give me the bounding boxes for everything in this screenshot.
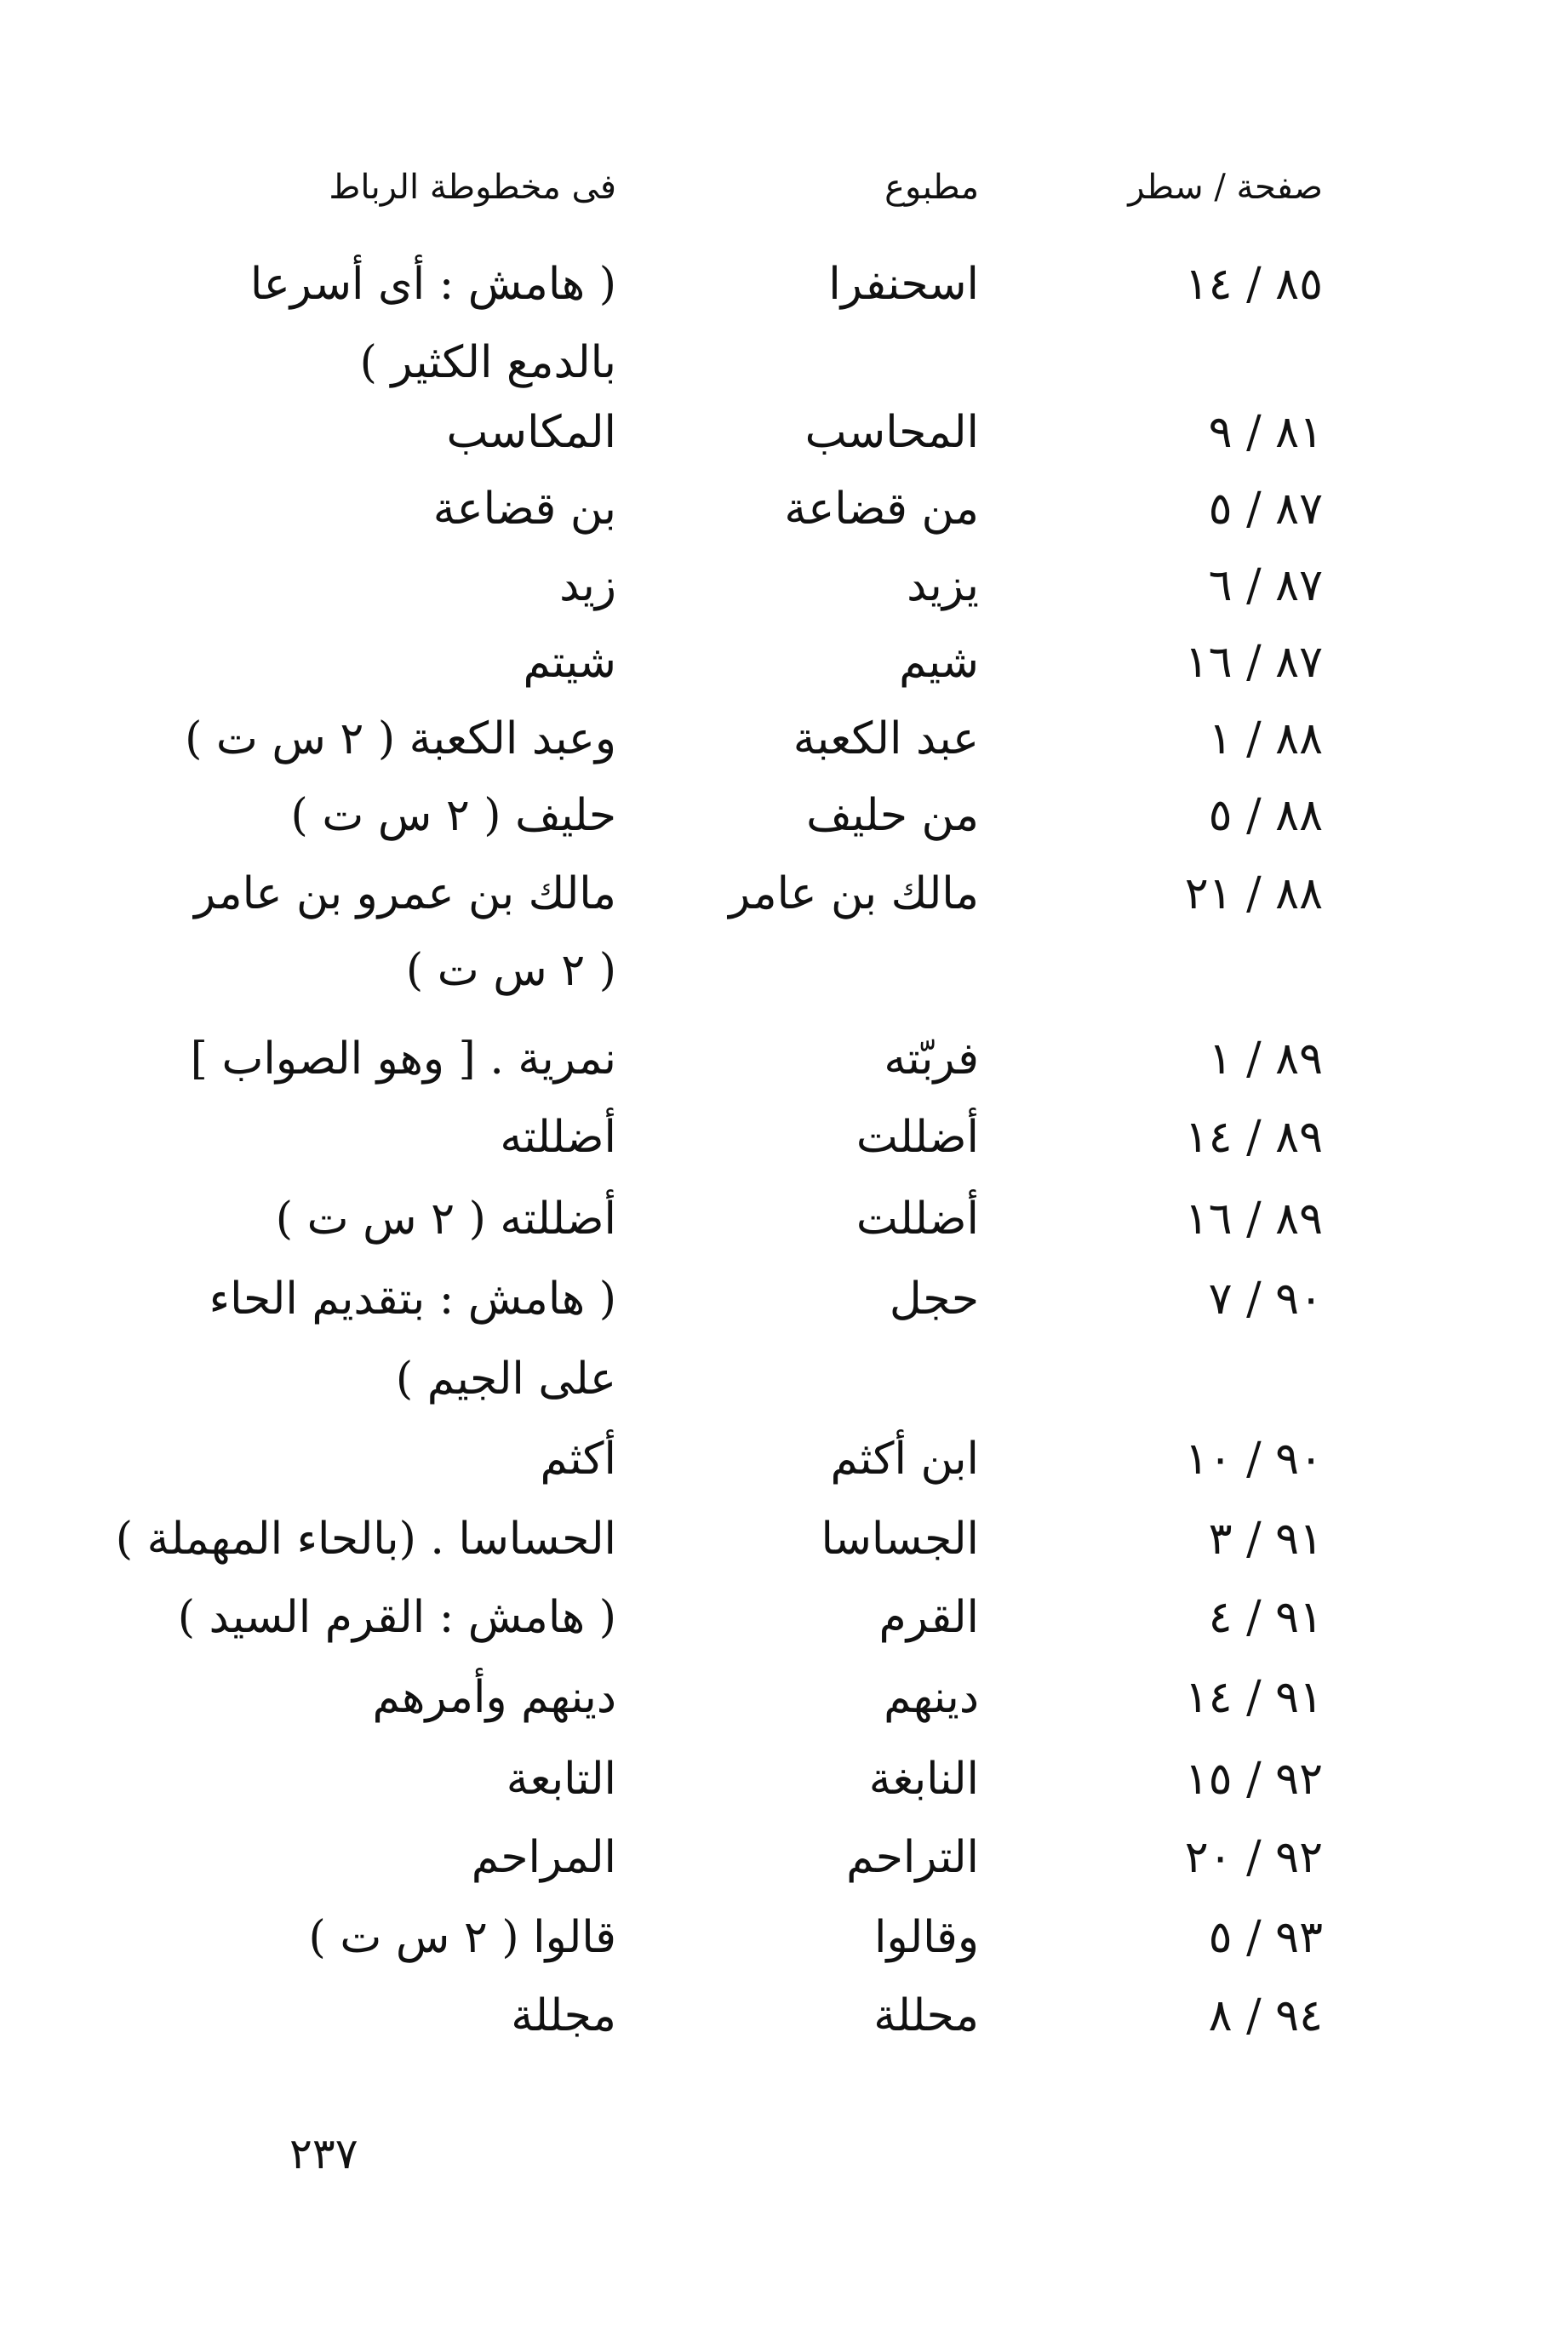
printed-reading: أضللت	[856, 1112, 979, 1163]
printed-reading: دينهم	[884, 1672, 979, 1723]
table-row	[0, 700, 1568, 778]
manuscript-reading: شيتم	[523, 637, 616, 688]
manuscript-reading: حليف ( ٢ س ت )	[290, 790, 616, 841]
printed-reading: الجساسا	[821, 1514, 979, 1565]
manuscript-reading: الحساسا . (بالحاء المهملة )	[115, 1514, 616, 1565]
manuscript-reading: بن قضاعة	[432, 484, 616, 535]
page-line-ref: ٨٧ / ٥	[1208, 484, 1323, 535]
printed-reading: فربّته	[884, 1033, 979, 1085]
table-row	[0, 1260, 1568, 1338]
page-line-ref: ٩٠ / ١٠	[1184, 1434, 1323, 1485]
manuscript-reading: وعبد الكعبة ( ٢ س ت )	[185, 713, 616, 764]
page-line-ref: ٨١ / ٩	[1208, 407, 1323, 458]
page-line-ref: ٩١ / ٤	[1208, 1592, 1323, 1643]
table-row	[0, 1098, 1568, 1176]
page-line-ref: ٨٨ / ٥	[1208, 790, 1323, 841]
page-line-ref: ٩٣ / ٥	[1208, 1912, 1323, 1963]
table-row	[0, 1898, 1568, 1977]
manuscript-reading: التابعة	[506, 1754, 616, 1805]
manuscript-reading: أضللته	[500, 1112, 616, 1163]
table-row	[0, 1658, 1568, 1737]
page-line-ref: ٨٨ / ٢١	[1184, 868, 1323, 919]
manuscript-reading: مالك بن عمرو بن عامر	[194, 868, 616, 919]
printed-reading: اسحنفرا	[828, 259, 979, 310]
printed-reading: حجل	[889, 1274, 979, 1325]
printed-reading: ابن أكثم	[830, 1434, 979, 1485]
table-row	[0, 1578, 1568, 1657]
manuscript-reading: نمرية . [ وهو الصواب ]	[190, 1033, 616, 1085]
table-row	[0, 470, 1568, 548]
table-row	[0, 393, 1568, 472]
page-line-ref: ٩١ / ٣	[1208, 1514, 1323, 1565]
header-manuscript: فى مخطوطة الرباط	[329, 168, 616, 207]
table-row	[0, 1020, 1568, 1098]
table-row	[0, 855, 1568, 933]
manuscript-reading: المكاسب	[446, 407, 616, 458]
manuscript-reading: ( هامش : القرم السيد )	[177, 1592, 616, 1643]
table-row	[0, 323, 1568, 402]
page-line-ref: ٨٥ / ١٤	[1184, 259, 1323, 310]
manuscript-reading: أكثم	[540, 1434, 616, 1485]
manuscript-reading: ( ٢ س ت )	[405, 945, 616, 996]
table-row	[0, 931, 1568, 1010]
printed-reading: وقالوا	[874, 1912, 979, 1963]
manuscript-reading: مجللة	[511, 1990, 616, 2041]
printed-reading: مالك بن عامر	[729, 868, 979, 919]
table-row	[0, 1977, 1568, 2055]
page-line-ref: ٨٩ / ١	[1208, 1033, 1323, 1085]
header-page-line: صفحة / سطر	[1128, 168, 1323, 207]
page-line-ref: ٩٤ / ٨	[1208, 1990, 1323, 2041]
manuscript-reading: أضللته ( ٢ س ت )	[275, 1194, 616, 1245]
page-number: ٢٣٧	[289, 2129, 358, 2178]
page-line-ref: ٨٩ / ١٤	[1184, 1112, 1323, 1163]
printed-reading: أضللت	[856, 1194, 979, 1245]
printed-reading: من قضاعة	[784, 484, 979, 535]
page-line-ref: ٩٢ / ١٥	[1184, 1754, 1323, 1805]
page-line-ref: ٩١ / ١٤	[1184, 1672, 1323, 1723]
printed-reading: شيم	[899, 637, 979, 688]
table-row	[0, 1340, 1568, 1418]
printed-reading: النابغة	[868, 1754, 979, 1805]
manuscript-reading: بالدمع الكثير )	[359, 337, 616, 388]
printed-reading: من حليف	[806, 790, 979, 841]
table-row	[0, 1420, 1568, 1498]
table-row	[0, 623, 1568, 701]
printed-reading: القرم	[878, 1592, 979, 1643]
table-row	[0, 1818, 1568, 1897]
page-line-ref: ٨٧ / ٦	[1208, 560, 1323, 611]
manuscript-reading: دينهم وأمرهم	[372, 1672, 616, 1723]
printed-reading: التراحم	[846, 1832, 979, 1883]
manuscript-reading: قالوا ( ٢ س ت )	[308, 1912, 616, 1963]
table-row	[0, 1180, 1568, 1258]
manuscript-reading: المراحم	[471, 1832, 616, 1883]
page-line-ref: ٨٩ / ١٦	[1184, 1194, 1323, 1245]
table-row	[0, 776, 1568, 855]
table-row	[0, 1740, 1568, 1818]
table-row	[0, 1500, 1568, 1578]
page-line-ref: ٩٢ / ٢٠	[1184, 1832, 1323, 1883]
manuscript-reading: ( هامش : أى أسرعا	[249, 259, 616, 310]
table-row	[0, 245, 1568, 323]
page-line-ref: ٨٧ / ١٦	[1184, 637, 1323, 688]
printed-reading: المحاسب	[804, 407, 979, 458]
table-row	[0, 547, 1568, 625]
printed-reading: عبد الكعبة	[793, 713, 979, 764]
header-printed: مطبوع	[884, 168, 979, 207]
manuscript-reading: على الجيم )	[395, 1354, 616, 1405]
printed-reading: محللة	[873, 1990, 979, 2041]
printed-reading: يزيد	[907, 560, 979, 611]
page-line-ref: ٩٠ / ٧	[1208, 1274, 1323, 1325]
manuscript-reading: زيد	[559, 560, 616, 611]
page-line-ref: ٨٨ / ١	[1208, 713, 1323, 764]
manuscript-reading: ( هامش : بتقديم الحاء	[209, 1274, 616, 1325]
